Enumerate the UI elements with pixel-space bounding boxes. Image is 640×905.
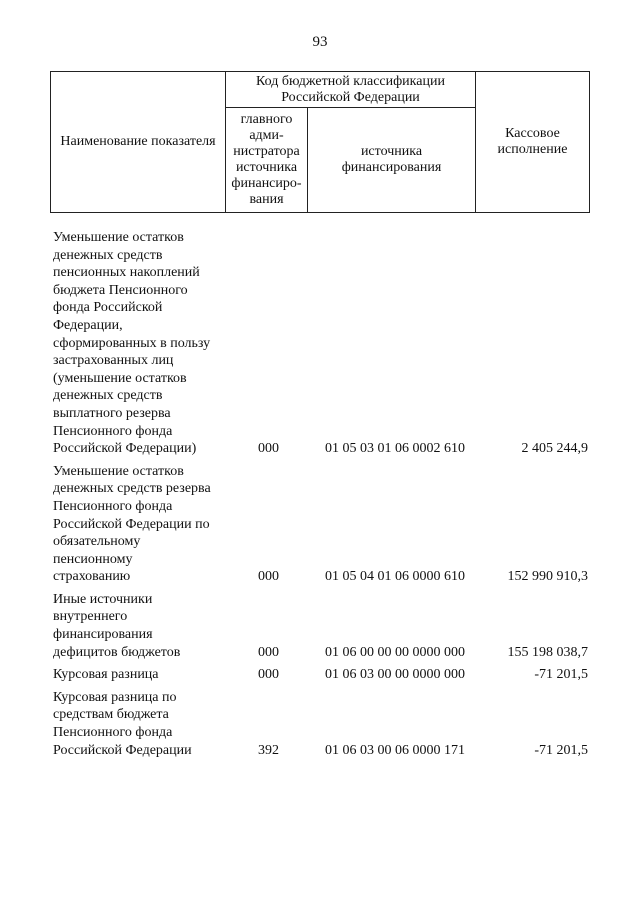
cash-execution-amount: -71 201,5 xyxy=(534,667,588,683)
admin-code: 000 xyxy=(258,667,279,683)
header-amount-column xyxy=(476,71,589,213)
header-admin-line: нистратора xyxy=(233,144,300,159)
admin-code: 000 xyxy=(258,569,279,585)
table-row xyxy=(53,463,593,586)
indicator-name-line: Российской Федерации xyxy=(53,742,192,758)
indicator-name-line: Иные источники xyxy=(53,591,153,607)
cash-execution-amount: -71 201,5 xyxy=(534,742,588,758)
indicator-name xyxy=(53,229,231,458)
indicator-name-line: Федерации, xyxy=(53,317,123,333)
header-admin-line: вания xyxy=(249,192,284,207)
indicator-name-line: Уменьшение остатков xyxy=(53,463,184,479)
header-source-line: финансирования xyxy=(341,160,442,175)
admin-code: 000 xyxy=(258,644,279,660)
indicator-name-line: внутреннего xyxy=(53,609,128,625)
indicator-name xyxy=(53,463,231,586)
indicator-name-line: фонда Российской xyxy=(53,300,163,316)
indicator-name xyxy=(53,591,231,661)
indicator-name-line: бюджета Пенсионного xyxy=(53,282,188,298)
indicator-name-line: (уменьшение остатков xyxy=(53,370,187,386)
indicator-name-line: Курсовая разница по xyxy=(53,689,177,705)
header-admin-line: финансиро- xyxy=(231,176,302,191)
indicator-name-line: пенсионных накоплений xyxy=(53,265,200,281)
indicator-name-line: Российской Федерации) xyxy=(53,441,197,457)
header-admin-line: источника xyxy=(235,160,298,175)
header-amount-line: Кассовое xyxy=(505,126,560,141)
indicator-name-line: средствам бюджета xyxy=(53,707,169,723)
header-admin-column xyxy=(226,108,307,212)
indicator-name-line: страхованию xyxy=(53,569,131,585)
indicator-name xyxy=(53,666,231,684)
admin-code: 000 xyxy=(258,441,279,457)
indicator-name-line: финансирования xyxy=(53,627,153,643)
source-code: 01 05 04 01 06 0000 610 xyxy=(325,569,465,585)
indicator-name-line: пенсионному xyxy=(53,551,133,567)
table-header xyxy=(50,71,590,213)
indicator-name-line: сформированных в пользу xyxy=(53,335,211,351)
table-row xyxy=(53,689,593,759)
indicator-name-line: денежных средств резерва xyxy=(53,481,211,497)
indicator-name-line: дефицитов бюджетов xyxy=(53,644,181,660)
indicator-name-line: Пенсионного фонда xyxy=(53,423,173,439)
table-row xyxy=(53,591,593,661)
indicator-name-line: Уменьшение остатков xyxy=(53,230,184,245)
admin-code: 392 xyxy=(258,742,279,758)
source-code: 01 06 00 00 00 0000 000 xyxy=(325,644,465,660)
header-code-group: Код бюджетной классификации Российской Федерации xyxy=(256,73,445,105)
header-source-line: источника xyxy=(360,144,423,159)
cash-execution-amount: 2 405 244,9 xyxy=(521,441,588,457)
indicator-name-line: денежных средств xyxy=(53,247,163,263)
indicator-name-line: денежных средств xyxy=(53,388,163,404)
source-code: 01 06 03 00 06 0000 171 xyxy=(325,742,465,758)
source-code: 01 05 03 01 06 0002 610 xyxy=(325,441,465,457)
page-number: 93 xyxy=(312,34,328,50)
header-name-column: Наименование показателя xyxy=(60,134,216,149)
table-body xyxy=(53,229,593,764)
indicator-name-line: Пенсионного фонда xyxy=(53,498,173,514)
indicator-name-line: Российской Федерации по xyxy=(53,516,210,532)
header-border-right xyxy=(589,71,590,213)
source-code: 01 06 03 00 00 0000 000 xyxy=(325,667,465,683)
table-row xyxy=(53,229,593,458)
header-admin-line: главного xyxy=(240,112,293,127)
cash-execution-amount: 155 198 038,7 xyxy=(507,644,588,660)
header-source-column xyxy=(308,108,475,212)
header-amount-line: исполнение xyxy=(497,142,568,157)
indicator-name xyxy=(53,689,231,759)
indicator-name-line: застрахованных лиц xyxy=(53,353,174,369)
cash-execution-amount: 152 990 910,3 xyxy=(507,569,588,585)
header-admin-line: адми- xyxy=(249,128,284,143)
indicator-name-line: выплатного резерва xyxy=(53,405,171,421)
table-row xyxy=(53,666,593,684)
indicator-name-line: Пенсионного фонда xyxy=(53,725,173,741)
indicator-name-line: Курсовая разница xyxy=(53,667,159,683)
indicator-name-line: обязательному xyxy=(53,534,141,550)
